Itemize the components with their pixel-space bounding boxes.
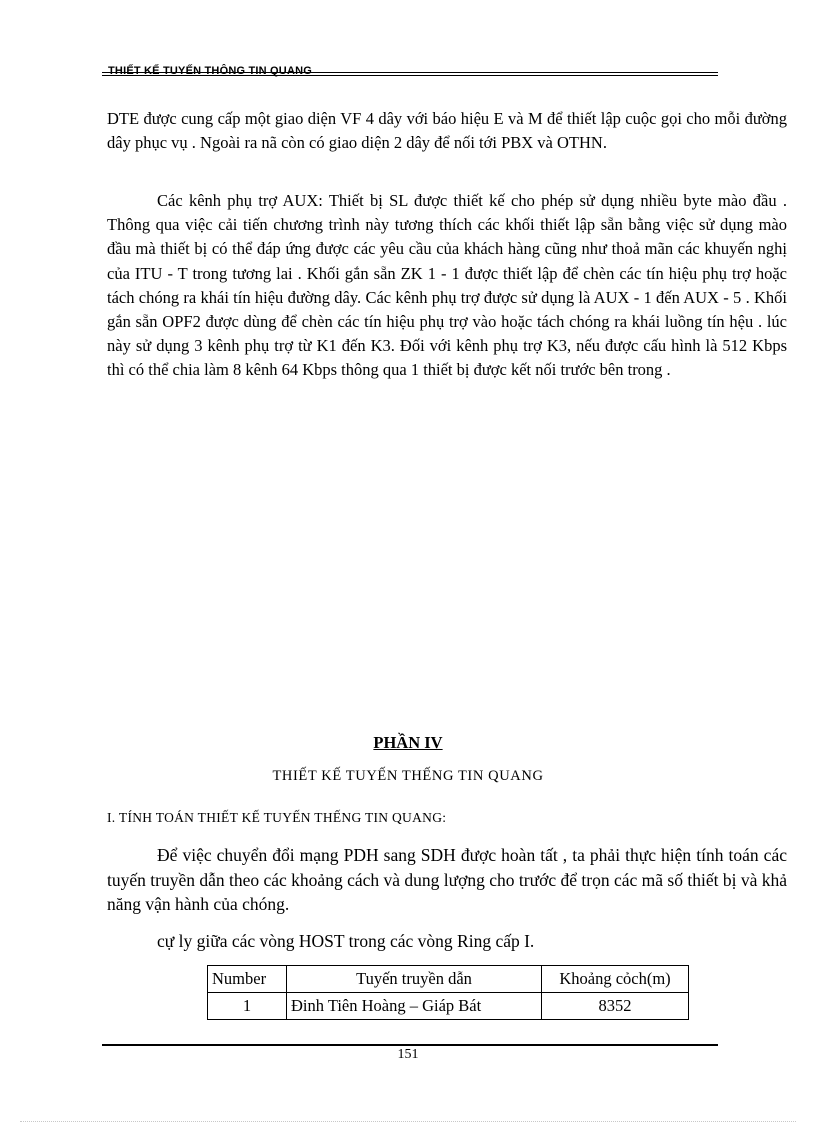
cell-route: Đinh Tiên Hoàng – Giáp Bát: [287, 993, 542, 1020]
header-rule: [102, 72, 718, 73]
distance-table: [207, 965, 689, 1020]
running-header: [102, 64, 718, 78]
cell-number: 1: [208, 993, 287, 1020]
column-header-number: Number: [208, 966, 287, 993]
column-header-route: Tuyến truyền dẫn: [287, 966, 542, 993]
table-row: [208, 993, 689, 1020]
section-paragraph: Để việc chuyển đổi mạng PDH sang SDH được hoàn tất , ta phải thực hiện tính toán các tuyến truyền dẫn theo các khoảng cách và dung lượng cho trước để trọn các mã số thiết bị và khả năng vận hành của chóng.: [107, 845, 787, 914]
cell-distance: 8352: [542, 993, 689, 1020]
part-title-text: PHẦN IV: [373, 733, 443, 752]
paragraph-dte-interface: DTE được cung cấp một giao diện VF 4 dây với báo hiệu E và M để thiết lập cuộc gọi cho mỗi đường dây phục vụ . Ngoài ra nã còn có giao diện 2 dây để nối tới PBX và OTHN.: [107, 109, 787, 153]
column-header-distance: Khoảng cỏch(m): [542, 966, 689, 993]
section-heading: I. TÍNH TOÁN THIẾT KẾ TUYẾN THẾNG TIN QUANG:: [107, 810, 447, 825]
page-number: 151: [397, 1047, 419, 1062]
table-header-row: [208, 966, 689, 993]
page-edge: [20, 1121, 796, 1122]
table-intro: cự ly giữa các vòng HOST trong các vòng Ring cấp I.: [157, 931, 535, 951]
running-header-title: THIẾT KẾ TUYẾN THÔNG TIN QUANG: [108, 65, 312, 77]
part-subtitle: THIẾT KẾ TUYẾN THẾNG TIN QUANG: [272, 768, 544, 784]
header-rule: [102, 75, 718, 76]
part-title: [0, 733, 816, 753]
paragraph-aux-channels: Các kênh phụ trợ AUX: Thiết bị SL được thiết kế cho phép sử dụng nhiều byte mào đầu . Thông qua việc cải tiến chương trình này tương thích các khối thiết lập sẵn bằng việc sử dụng mào đầu mà thiết bị có thể đáp ứng được các yêu cầu của khách hàng cũng như thoả mãn các khuyến nghị của ITU - T trong tương lai . Khối gắn sẵn ZK 1 - 1 được thiết lập để chèn các tín hiệu phụ trợ hoặc tách chóng ra khái tín hiệu đường dây. Các kênh phụ trợ được sử dụng là AUX - 1 đến AUX - 5 . Khối gắn sẵn OPF2 được dùng để chèn các tín hiệu phụ trợ vào hoặc tách chóng ra khái luồng tín hệu . lúc này sử dụng 3 kênh phụ trợ từ K1 đến K3. Đối với kênh phụ trợ K3, nếu được cấu hình là 512 Kbps thì có thể chia làm 8 kênh 64 Kbps thông qua 1 thiết bị được kết nối trước bên trong .: [107, 191, 787, 380]
